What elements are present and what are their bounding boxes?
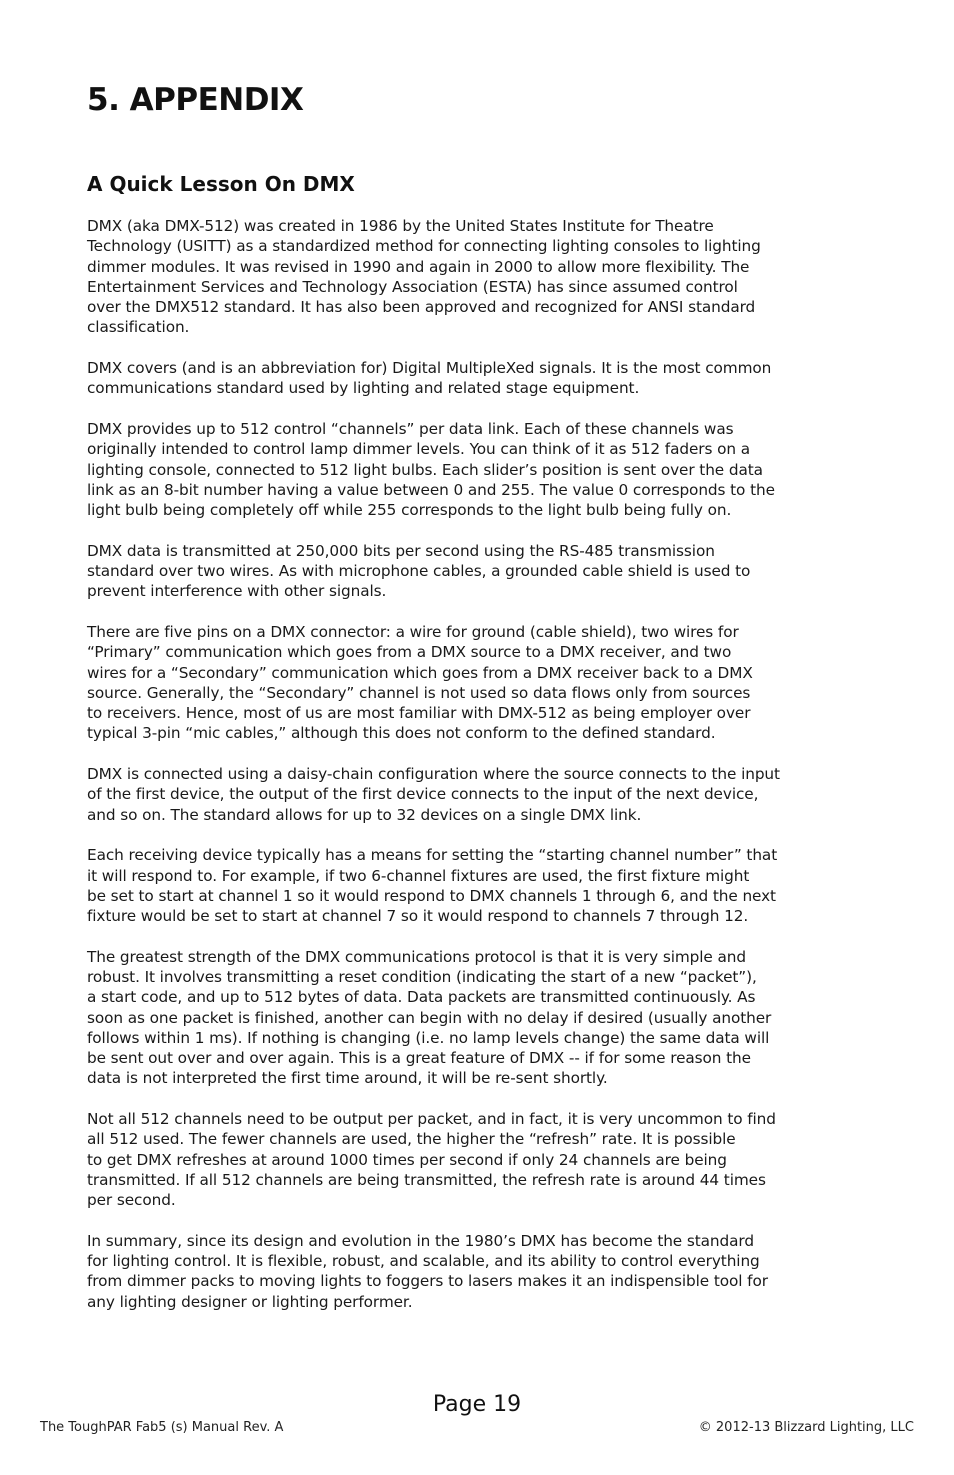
paragraph-dmx-summary: In summary, since its design and evolution in the 1980’s DMX has become the standard for lighting control. It is flexible, robust, and scalable, and its ability to control everything from dimmer packs to moving lights to foggers to lasers makes it an indispensible tool for any lighting designer or lighting performer. xyxy=(87,1231,768,1311)
section-heading: A Quick Lesson On DMX xyxy=(87,172,355,196)
paragraph-dmx-channels: DMX provides up to 512 control “channels” per data link. Each of these channels was originally intended to control lamp dimmer levels. You can think of it as 512 faders on a lighting console, connected to 512 light bulbs. Each slider’s position is sent over the data link as an 8-bit number having a value between 0 and 255. The value 0 corresponds to the light bulb being completely off while 255 corresponds to the light bulb being fully on. xyxy=(87,419,775,520)
paragraph-dmx-refresh-rate: Not all 512 channels need to be output per packet, and in fact, it is very uncommon to find all 512 used. The fewer channels are used, the higher the “refresh” rate. It is possible to get DMX refreshes at around 1000 times per second if only 24 channels are being transmitted. If all 512 channels are being transmitted, the refresh rate is around 44 times per second. xyxy=(87,1110,776,1210)
paragraph-dmx-protocol-strength: The greatest strength of the DMX communications protocol is that it is very simple and robust. It involves transmitting a reset condition (indicating the start of a new “packet”), a start code, and up to 512 bytes of data. Data packets are transmitted continuously. As soon as one packet is finished, another can begin with no delay if desired (usually another follows within 1 ms). If nothing is changing (i.e. no lamp levels change) the same data will be sent out over and over again. This is a great feature of DMX -- if for some reason the data is not interpreted the first time around, it will be re-sent shortly. xyxy=(87,947,772,1088)
footer-copyright: © 2012-13 Blizzard Lighting, LLC xyxy=(698,1420,914,1435)
paragraph-dmx-daisy-chain: DMX is connected using a daisy-chain configuration where the source connects to the input of the first device, the output of the first device connects to the input of the next device, and so on. The standard allows for up to 32 devices on a single DMX link. xyxy=(87,765,780,824)
paragraph-dmx-starting-channel: Each receiving device typically has a means for setting the “starting channel number” that it will respond to. For example, if two 6-channel fixtures are used, the first fixture might be set to start at channel 1 so it would respond to DMX channels 1 through 6, and the next fixture would be set to start at channel 7 so it would respond to channels 7 through 12. xyxy=(87,846,778,926)
paragraph-dmx-abbreviation: DMX covers (and is an abbreviation for) Digital MultipleXed signals. It is the most common communications standard used by lighting and related stage equipment. xyxy=(87,359,772,398)
paragraph-dmx-connector-pins: There are five pins on a DMX connector: a wire for ground (cable shield), two wires for “Primary” communication which goes from a DMX source to a DMX receiver, and two wires for a “Secondary” communication which goes from a DMX receiver back to a DMX source. Generally, the “Secondary” channel is not used so data flows only from sources to receivers. Hence, most of us are most familiar with DMX-512 as being employer over typical 3-pin “mic cables,” although this does not conform to the defined standard. xyxy=(87,622,753,743)
page-number: Page 19 xyxy=(432,1392,522,1417)
body-text xyxy=(87,216,867,1332)
chapter-title: 5. APPENDIX xyxy=(87,82,304,118)
footer-manual-title: The ToughPAR Fab5 (s) Manual Rev. A xyxy=(40,1420,284,1435)
paragraph-dmx-history: DMX (aka DMX-512) was created in 1986 by the United States Institute for Theatre Technology (USITT) as a standardized method for connecting lighting consoles to lighting dimmer modules. It was revised in 1990 and again in 2000 to allow more flexibility. The Entertainment Services and Technology Association (ESTA) has since assumed control over the DMX512 standard. It has also been approved and recognized for ANSI standard classification. xyxy=(87,217,761,337)
paragraph-dmx-transmission: DMX data is transmitted at 250,000 bits per second using the RS-485 transmission standard over two wires. As with microphone cables, a grounded cable shield is used to prevent interference with other signals. xyxy=(87,541,751,601)
